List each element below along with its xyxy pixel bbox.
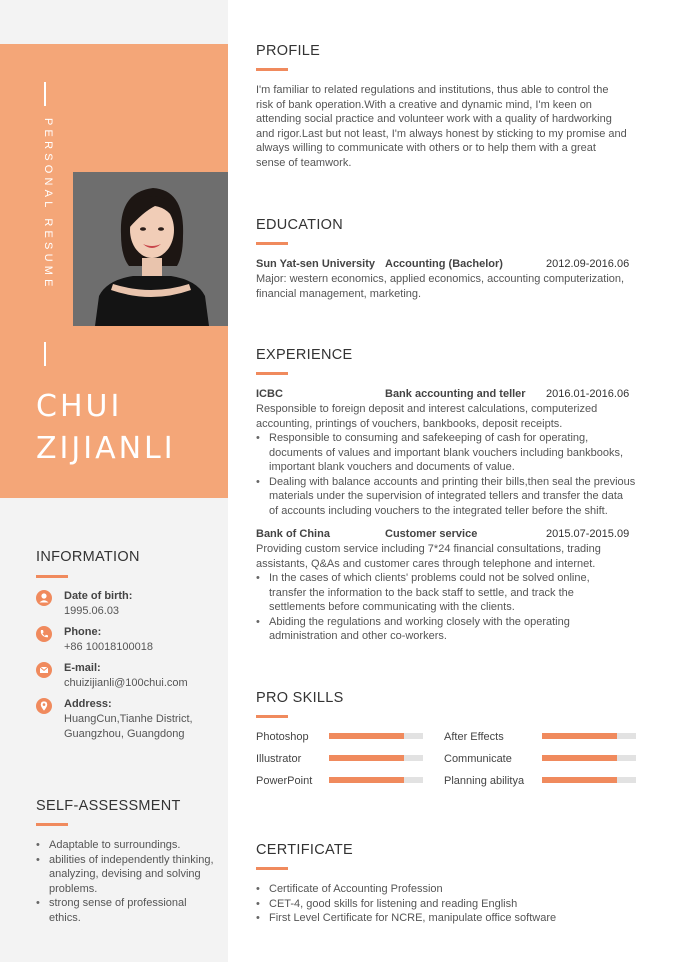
line: administration and other co-workers. [269,630,447,643]
information-title: INFORMATION [36,549,140,565]
line: important blank vouchers and documents of value. [269,461,515,474]
name-line-1: CHUI [36,389,123,424]
line: of accounts including vouchers to the integrated teller before the shift. [269,504,608,517]
line: I'm familiar to related regulations and institutions, thus able to control the [256,84,609,96]
education-title: EDUCATION [256,217,344,233]
line: attending social practice and volunteer work with a quality of hardworking [256,113,612,126]
job-company [256,388,283,400]
list-item [256,431,656,475]
skill-bar [329,733,423,739]
degree: Accounting (Bachelor) [385,258,503,270]
profile-text [256,83,656,171]
skill-label: Illustrator [256,753,302,765]
line: materials under the supervision of integrated tellers and transfer the data [269,490,624,503]
list-item [256,475,656,519]
mail-icon [36,662,52,678]
info-label: E-mail: [64,662,101,674]
list-item [36,838,222,853]
skill-bar-fill [329,733,404,739]
info-value: +86 10018100018 [64,641,154,653]
info-phone [36,626,216,656]
experience-title: EXPERIENCE [256,347,353,363]
skill-bar [542,755,636,761]
list-item [36,896,222,925]
list-item [256,897,656,912]
info-address [36,698,216,744]
line: accounting, printings of vouchers, bankbooks, deposit receipts. [256,417,563,430]
info-value: 1995.06.03 [64,605,120,617]
education-date: 2012.09-2016.06 [546,258,630,270]
job-date: 2016.01-2016.06 [546,388,630,400]
title-underline [36,575,68,578]
person-name [36,386,176,470]
education-desc [256,272,656,301]
job-bullets [256,431,656,519]
skill-label: Photoshop [256,731,309,743]
certificate-list [256,882,656,926]
skill-bar [542,777,636,783]
line: ethics. [49,911,81,924]
divider-line [44,82,46,106]
address-line: Guangzhou, Guangdong [64,727,185,740]
line: transfer the information to the back staff to settle, and track the [269,586,574,599]
skill-bar [329,777,423,783]
line: • Adaptable to surroundings. [49,839,181,851]
info-email [36,662,216,692]
title-underline [256,372,288,375]
info-label: Phone: [64,626,102,638]
vertical-title: PERSONAL RESUME [42,118,54,291]
list-item [36,853,222,897]
self-assessment-list [36,838,222,926]
list-item [256,571,656,615]
skill-label: Planning abilitya [444,775,525,787]
skill-bar-fill [329,777,404,783]
role: Customer service [385,528,478,540]
skill-bar [329,755,423,761]
job-desc [256,542,656,571]
location-pin-icon [36,698,52,714]
info-birth [36,590,216,620]
company: Bank of China [256,528,330,540]
phone-icon [36,626,52,642]
line: always willing to communicate with others or to help them with a great [256,142,596,155]
line: Responsible to foreign deposit and interest calculations, computerized [256,403,598,415]
line: problems. [49,882,98,895]
title-underline [256,867,288,870]
info-label: Date of birth: [64,590,133,602]
title-underline [256,715,288,718]
line: • First Level Certificate for NCRE, manipulate office software [269,912,557,925]
education-school [256,258,375,270]
info-value: chuizijianli@100chui.com [64,677,188,689]
role: Bank accounting and teller [385,388,526,400]
skill-bar-fill [542,777,617,783]
line: sense of teamwork. [256,156,352,169]
skill-bar [542,733,636,739]
line: • Abiding the regulations and working closely with the operating [269,615,570,628]
line: • Certificate of Accounting Profession [269,883,443,895]
line: settlements before communicating with the clients. [269,601,515,614]
line: analyzing, devising and solving [49,868,201,881]
certificate-title: CERTIFICATE [256,842,354,858]
line: documents of values and important blank vouchers including bankbooks, [269,446,624,459]
skill-bar-fill [542,733,617,739]
skill-label: After Effects [444,731,504,743]
job-role [385,528,477,540]
job-bullets [256,571,656,644]
list-item [256,911,656,926]
line: Providing custom service including 7*24 financial consultations, trading [256,543,601,555]
job-role [385,388,526,400]
profile-title: PROFILE [256,43,321,59]
skill-bar-fill [542,755,617,761]
line: • In the cases of which clients' problems could not be solved online, [269,572,590,584]
skills-title: PRO SKILLS [256,690,344,706]
skill-label: Communicate [444,753,512,765]
skill-label: PowerPoint [256,775,313,787]
job-date: 2015.07-2015.09 [546,528,630,540]
self-assessment-title: SELF-ASSESSMENT [36,798,181,814]
line: assistants, Q&As and customer cares through telephone and internet. [256,557,596,570]
line: • Responsible to consuming and safekeeping of cash for operating, [269,432,589,444]
school-name: Sun Yat-sen University [256,258,376,270]
title-underline [256,68,288,71]
line: • CET-4, good skills for listening and reading English [269,897,518,910]
portrait-image [73,172,228,326]
line: and rigor.Last but not least, I'm always honest by sticking to my promise and [256,127,627,140]
education-degree [385,258,503,270]
list-item [256,615,656,644]
info-label: Address: [64,698,112,710]
divider-line [44,342,46,366]
line: risk of bank operation.With a creative and dynamic mind, I'm keen on [256,98,592,111]
line: financial management, marketing. [256,287,422,300]
company: ICBC [256,388,283,400]
name-line-2: ZIJIANLI [36,431,176,466]
title-underline [256,242,288,245]
list-item [256,882,656,897]
skill-bar-fill [329,755,404,761]
line: • strong sense of professional [49,897,187,910]
info-value [64,712,193,741]
job-company [256,528,330,540]
job-desc [256,402,656,431]
line: • Dealing with balance accounts and printing their bills,then seal the previous [269,475,636,488]
profile-photo [73,172,228,326]
line: Major: western economics, applied economics, accounting computerization, [256,273,625,285]
person-icon [36,590,52,606]
line: • abilities of independently thinking, [49,853,214,866]
title-underline [36,823,68,826]
address-line: HuangCun,Tianhe District, [64,713,193,725]
